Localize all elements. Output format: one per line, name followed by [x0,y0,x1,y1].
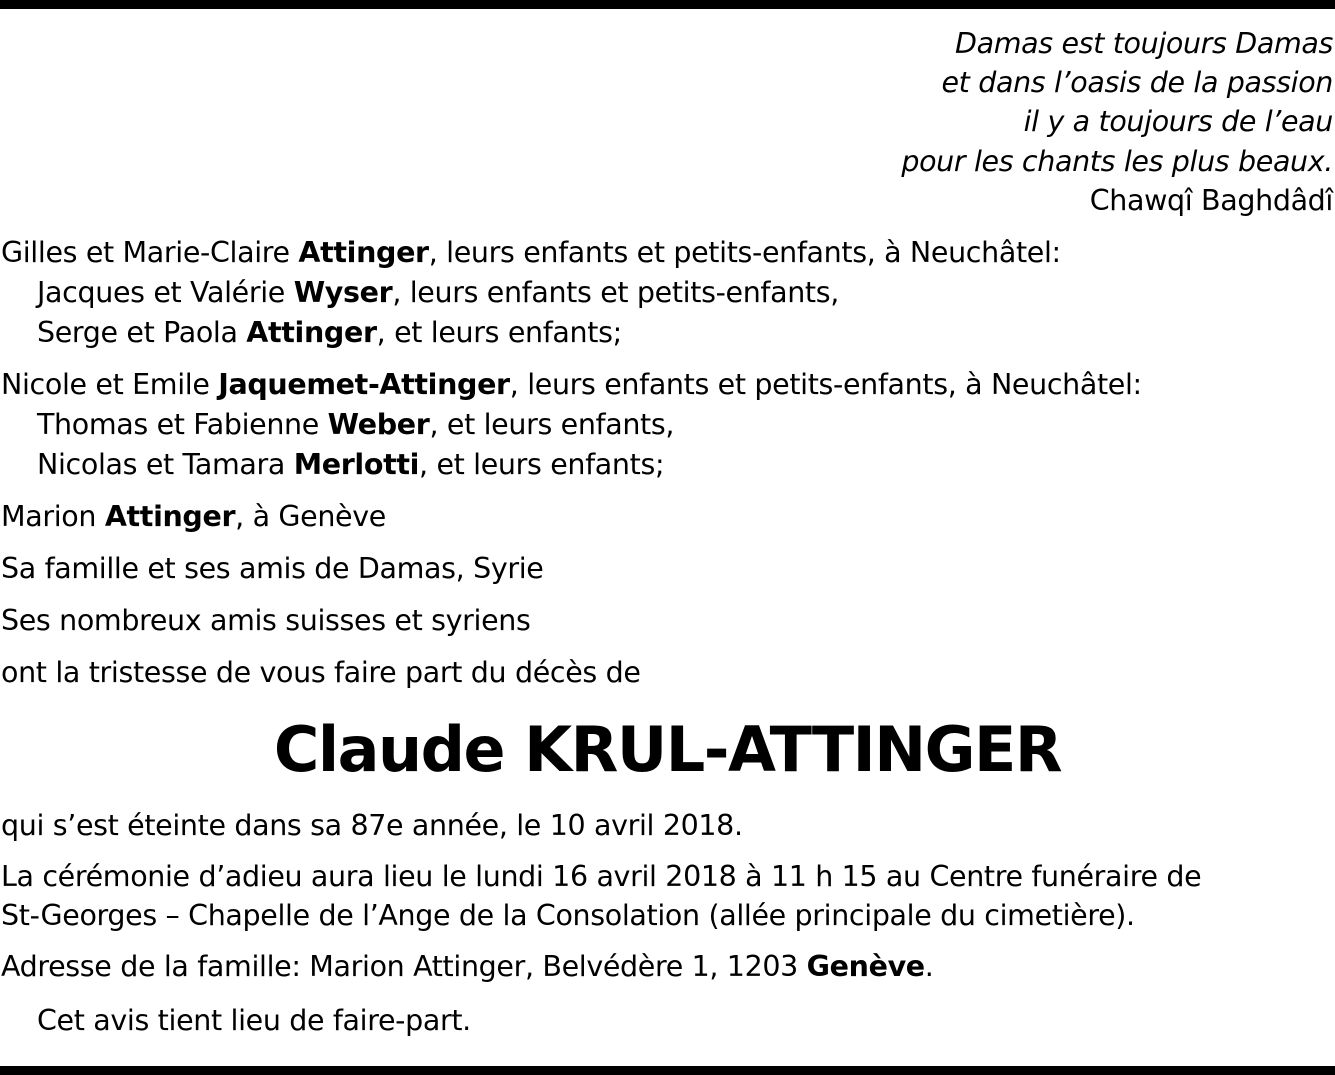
family-name: Merlotti [293,448,420,481]
poem-author: Chawqî Baghdâdî [1089,184,1333,217]
announcement: ont la tristesse de vous faire part du décès de [1,656,641,689]
family-line [1,236,1061,270]
friends-damas: Sa famille et ses amis de Damas, Syrie [1,552,544,585]
given-names: Jacques et Valérie [37,276,294,309]
death-notice: qui s’est éteinte dans sa 87e année, le 10 avril 2018. [1,809,743,842]
closing-note: Cet avis tient lieu de faire-part. [37,1004,471,1037]
ceremony-line-1: La cérémonie d’adieu aura lieu le lundi 16 avril 2018 à 11 h 15 au Centre funéraire de [1,860,1202,893]
family-line [37,408,674,442]
family-name: Jaquemet-Attinger [218,368,510,401]
family-name: Attinger [104,500,236,533]
address-city: Genève [806,950,925,983]
family-line [37,448,664,482]
given-names: Nicole et Emile [1,368,219,401]
family-line [37,276,839,310]
given-names: Serge et Paola [37,316,247,349]
family-line [1,368,1142,402]
given-names: Thomas et Fabienne [37,408,328,441]
relation: , et leurs enfants, [429,408,675,441]
relation: , leurs enfants et petits-enfants, à Neuchâtel: [428,236,1061,269]
relation: , et leurs enfants; [376,316,622,349]
friends-swiss: Ses nombreux amis suisses et syriens [1,604,531,637]
address-end: . [924,950,934,983]
family-name: Attinger [298,236,429,269]
family-name: Attinger [246,316,377,349]
poem-line: et dans l’oasis de la passion [941,66,1333,99]
family-line [37,316,622,350]
address-text: Adresse de la famille: Marion Attinger, Belvédère 1, 1203 [1,950,807,983]
given-names: Gilles et Marie-Claire [1,236,299,269]
family-line [1,500,386,534]
family-name: Weber [327,408,430,441]
family-address [1,950,934,984]
bottom-rule [0,1066,1335,1075]
family-name: Wyser [293,276,393,309]
given-names: Marion [1,500,105,533]
relation: , et leurs enfants; [419,448,665,481]
relation: , à Genève [235,500,386,533]
poem-line: Damas est toujours Damas [955,27,1333,60]
relation: , leurs enfants et petits-enfants, [392,276,839,309]
poem-line: il y a toujours de l’eau [1023,105,1333,138]
deceased-name: Claude KRUL-ATTINGER [273,713,1062,786]
poem-line: pour les chants les plus beaux. [901,145,1333,178]
ceremony-line-2: St-Georges – Chapelle de l’Ange de la Consolation (allée principale du cimetière). [1,899,1135,932]
relation: , leurs enfants et petits-enfants, à Neuchâtel: [509,368,1142,401]
given-names: Nicolas et Tamara [37,448,294,481]
top-rule [0,0,1335,9]
